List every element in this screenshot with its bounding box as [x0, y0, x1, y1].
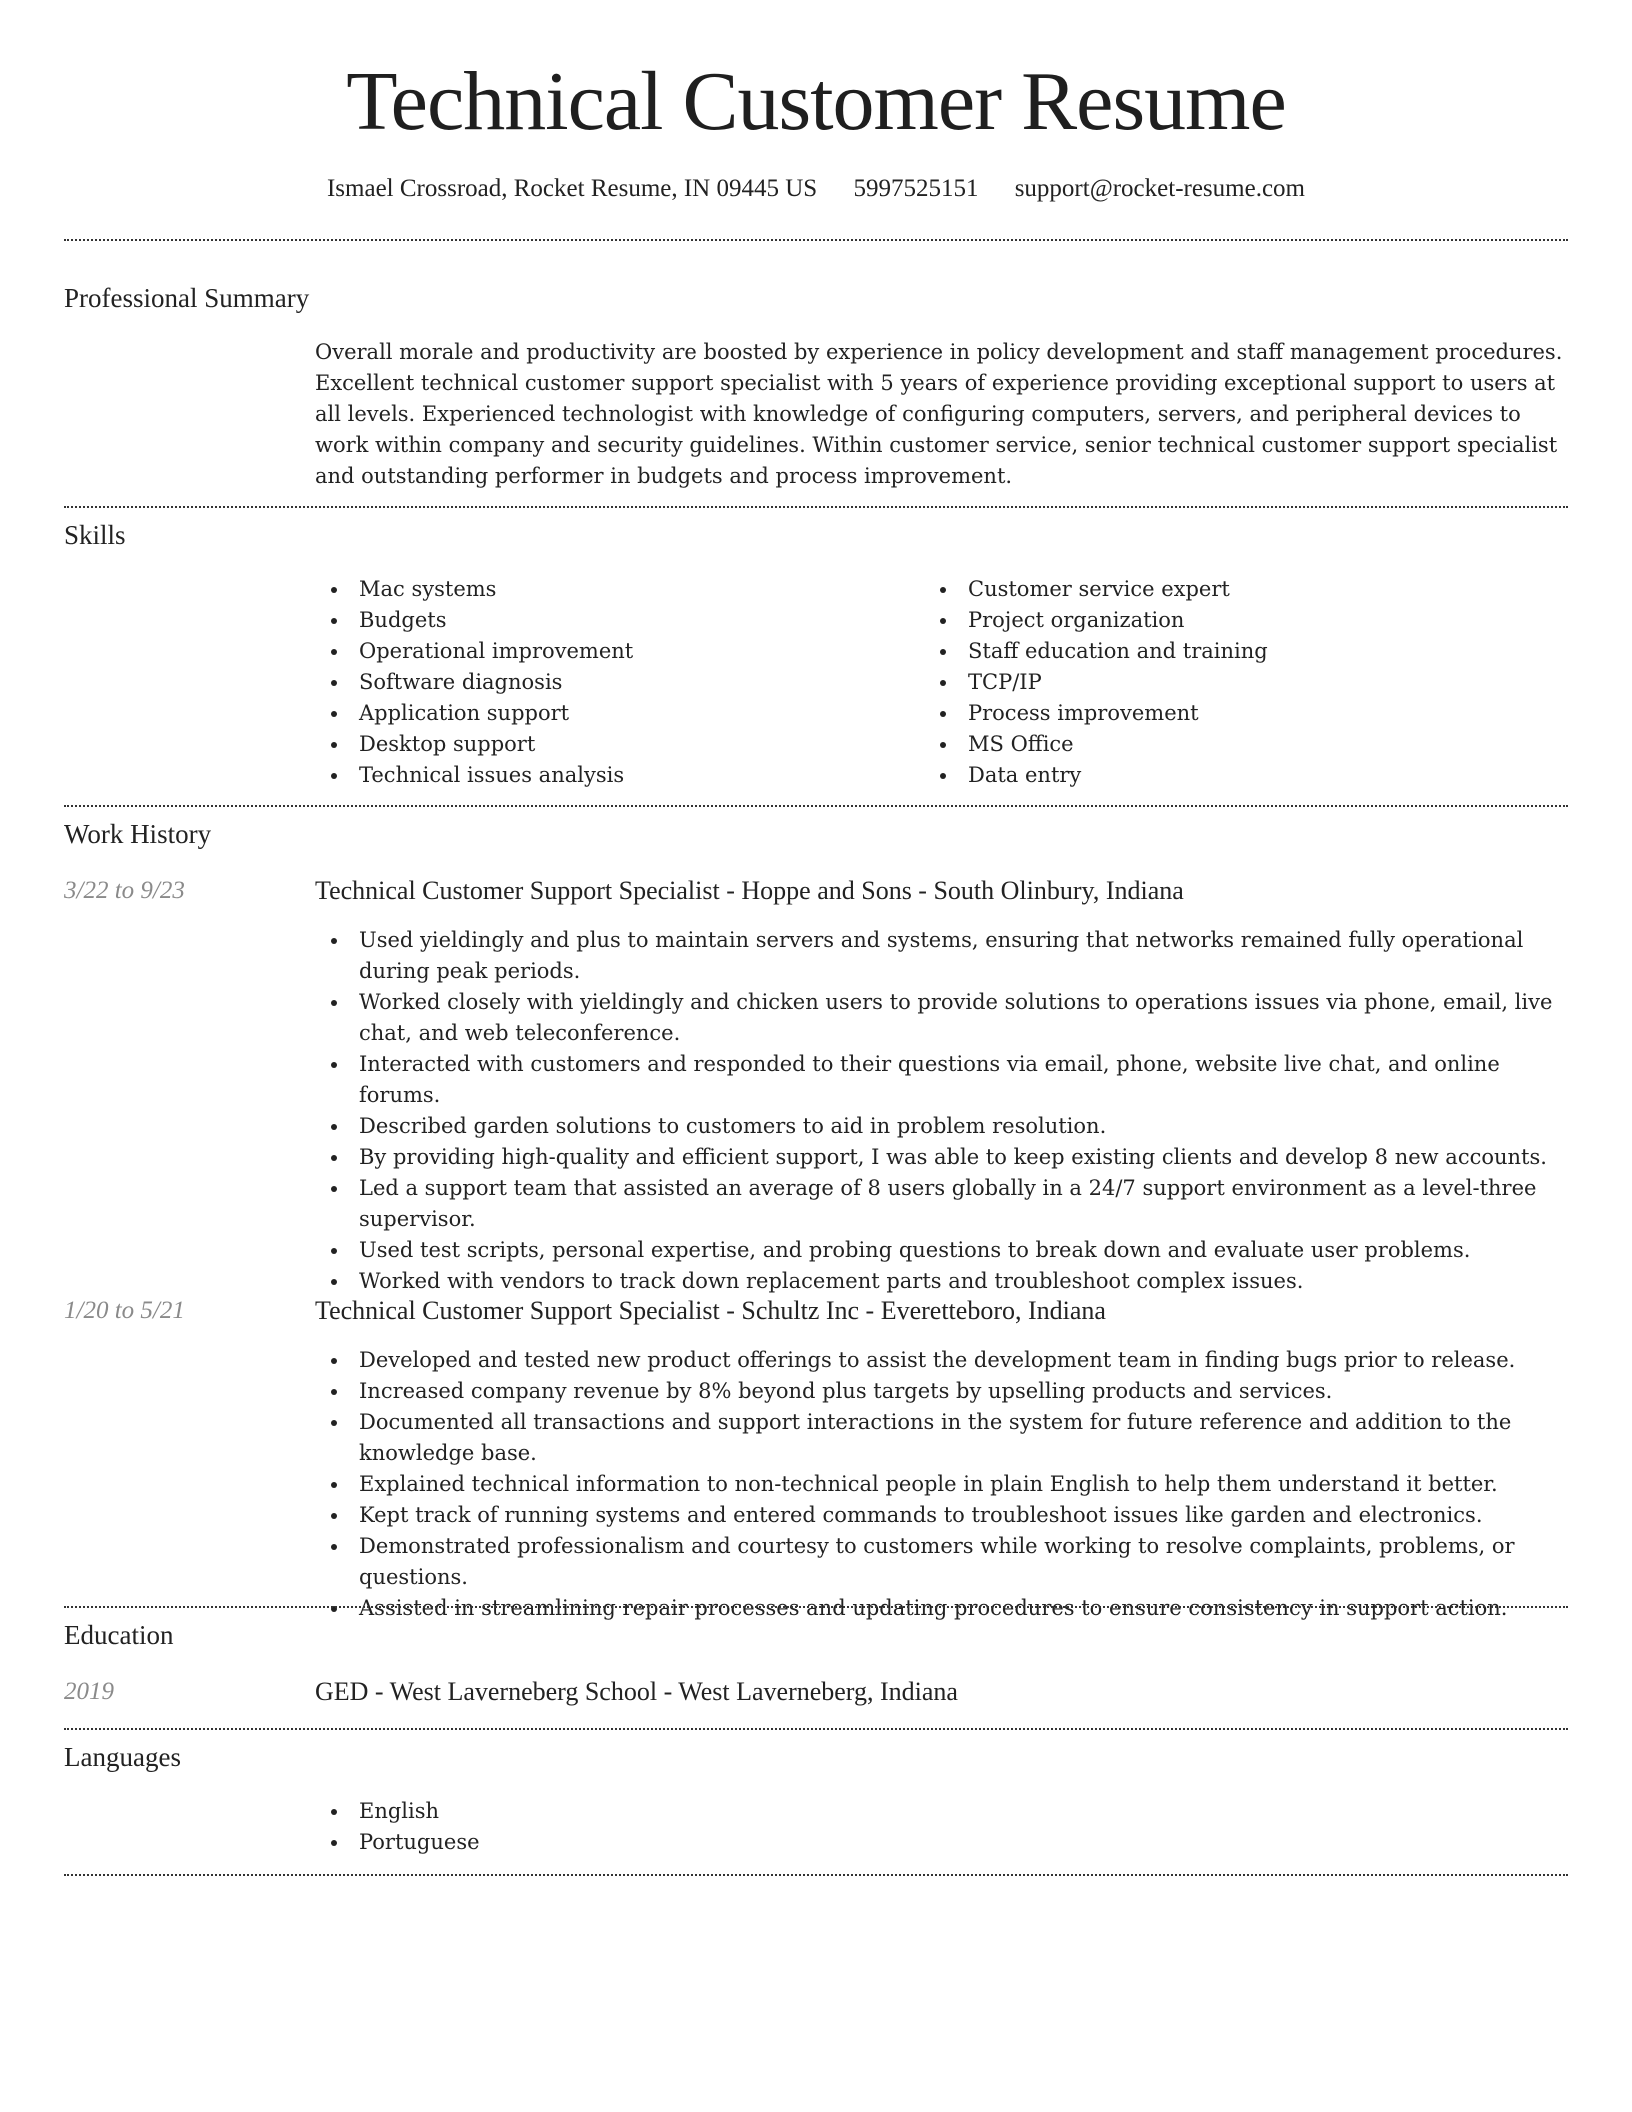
skill-item: Data entry [924, 760, 1564, 791]
summary-text: Overall morale and productivity are boosted by experience in policy development and staff management procedures. Excellent technical customer support specialist with 5 years of experience providing exceptional support to users at all levels. Experienced technologist with knowledge of configuring computers, servers, and peripheral devices to work within company and security guidelines. Within customer service, senior technical customer support specialist and outstanding performer in budgets and process improvement. [315, 340, 1563, 488]
divider [64, 1728, 1568, 1730]
divider [64, 805, 1568, 807]
job-bullet: Used test scripts, personal expertise, and probing questions to break down and evaluate user problems. [315, 1235, 1570, 1266]
contact-address: Ismael Crossroad, Rocket Resume, IN 09445 US [326, 175, 818, 202]
divider [64, 1874, 1568, 1876]
job-dates: 1/20 to 5/21 [64, 1297, 185, 1324]
divider [64, 239, 1568, 241]
skills-heading: Skills [64, 520, 126, 550]
job-bullet: Demonstrated professionalism and courtesy to customers while working to resolve complaints, problems, or questions. [315, 1531, 1570, 1593]
skill-item: Technical issues analysis [315, 760, 915, 791]
job-title: Technical Customer Support Specialist - Hoppe and Sons - South Olinbury, Indiana [315, 876, 1184, 905]
skill-item: Staff education and training [924, 636, 1564, 667]
education-year: 2019 [64, 1678, 114, 1705]
skill-item: Process improvement [924, 698, 1564, 729]
skill-item: Application support [315, 698, 915, 729]
language-item: Portuguese [315, 1827, 915, 1858]
job-bullet: Kept track of running systems and entered commands to troubleshoot issues like garden and electronics. [315, 1500, 1570, 1531]
job-bullet: Led a support team that assisted an average of 8 users globally in a 24/7 support environment as a level-three supervisor. [315, 1173, 1570, 1235]
skill-item: Budgets [315, 605, 915, 636]
skill-item: Desktop support [315, 729, 915, 760]
skills-list-left [315, 574, 915, 791]
contact-line [0, 172, 1632, 206]
education-heading: Education [64, 1620, 174, 1650]
job-bullet: Interacted with customers and responded to their questions via email, phone, website live chat, and online forums. [315, 1049, 1570, 1111]
resume-title: Technical Customer Resume [346, 55, 1286, 148]
contact-phone: 5997525151 [853, 175, 979, 202]
skills-list-right [924, 574, 1564, 791]
contact-email: support@rocket-resume.com [1014, 175, 1305, 202]
job-bullet: Documented all transactions and support interactions in the system for future reference and addition to the knowledge base. [315, 1407, 1570, 1469]
job-bullet: Used yieldingly and plus to maintain servers and systems, ensuring that networks remained fully operational during peak periods. [315, 925, 1570, 987]
skill-item: Mac systems [315, 574, 915, 605]
job-bullet: Increased company revenue by 8% beyond plus targets by upselling products and services. [315, 1376, 1570, 1407]
skill-item: Project organization [924, 605, 1564, 636]
languages-heading: Languages [64, 1742, 181, 1772]
divider [64, 506, 1568, 508]
skill-item: TCP/IP [924, 667, 1564, 698]
skill-item: Operational improvement [315, 636, 915, 667]
job-dates: 3/22 to 9/23 [64, 877, 185, 904]
job-bullets [315, 1345, 1570, 1624]
languages-list [315, 1796, 915, 1858]
skill-item: Software diagnosis [315, 667, 915, 698]
job-bullets [315, 925, 1570, 1297]
summary-heading: Professional Summary [64, 283, 310, 313]
job-bullet: Described garden solutions to customers to aid in problem resolution. [315, 1111, 1570, 1142]
work-heading: Work History [64, 819, 212, 849]
skill-item: MS Office [924, 729, 1564, 760]
job-bullet: Assisted in streamlining repair processes and updating procedures to ensure consistency in support action. [315, 1593, 1570, 1624]
job-bullet: Explained technical information to non-technical people in plain English to help them understand it better. [315, 1469, 1570, 1500]
job-bullet: Worked with vendors to track down replacement parts and troubleshoot complex issues. [315, 1266, 1570, 1297]
education-degree: GED - West Laverneberg School - West Laverneberg, Indiana [315, 1677, 958, 1706]
skill-item: Customer service expert [924, 574, 1564, 605]
job-bullet: Worked closely with yieldingly and chicken users to provide solutions to operations issues via phone, email, live chat, and web teleconference. [315, 987, 1570, 1049]
divider [64, 1606, 1568, 1608]
job-bullet: By providing high-quality and efficient support, I was able to keep existing clients and develop 8 new accounts. [315, 1142, 1570, 1173]
job-bullet: Developed and tested new product offerings to assist the development team in finding bugs prior to release. [315, 1345, 1570, 1376]
language-item: English [315, 1796, 915, 1827]
job-title: Technical Customer Support Specialist - Schultz Inc - Everetteboro, Indiana [315, 1296, 1106, 1325]
